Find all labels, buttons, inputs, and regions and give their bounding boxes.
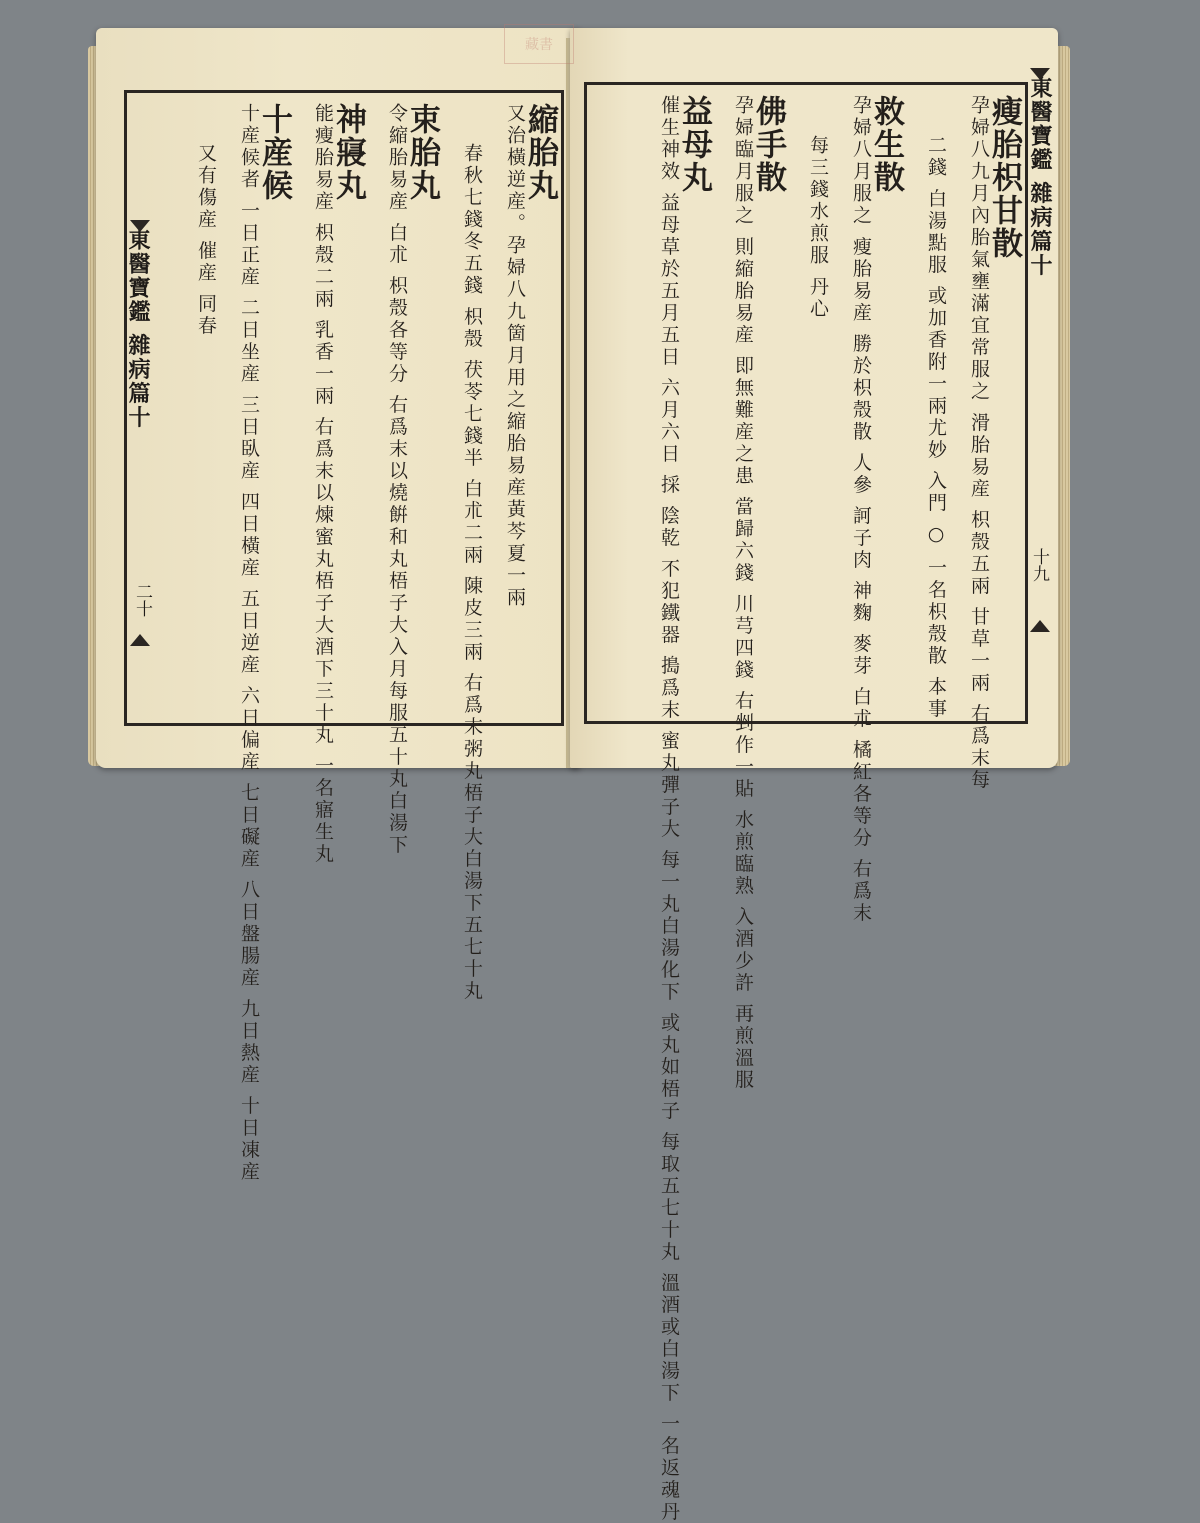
text-column bbox=[215, 103, 292, 1184]
text-column bbox=[289, 103, 366, 866]
column-group-right bbox=[635, 95, 1022, 1523]
column-text: 催生神效 益母草於五月五日 六月六日 採 陰乾 不犯鐵器 搗爲末 蜜丸彈子大 每一丸白湯化下 或丸如梧子 每取五七十丸 溫酒或白湯下 一名返魂丹 bbox=[658, 95, 680, 1523]
column-text: 十産候者 一日正産 二日坐産 三日臥産 四日橫産 五日逆産 六日偏産 七日礙産 八日盤腸産 九日熱産 十日凍産 bbox=[238, 103, 260, 1184]
prescription-title: 束胎丸 bbox=[404, 103, 440, 202]
running-head-right: 東醫寶鑑 雜病篇十 bbox=[1027, 76, 1053, 278]
column-text: 二錢 白湯點服 或加香附一兩尤妙 入門 ○ 一名枳殼散 本事 bbox=[925, 135, 947, 721]
text-column bbox=[945, 95, 1022, 792]
prescription-title: 縮胎丸 bbox=[522, 103, 558, 202]
text-column bbox=[783, 95, 827, 753]
text-column bbox=[481, 103, 558, 715]
library-stamp: 藏書 bbox=[504, 24, 574, 64]
column-text: 每三錢水煎服 丹心 bbox=[807, 135, 829, 321]
column-text: 孕婦臨月服之 則縮胎易産 即無難産之患 當歸六錢 川芎四錢 右剉作一貼 水煎臨熟 入酒少許 再煎溫服 bbox=[732, 95, 754, 1092]
prescription-title: 神寢丸 bbox=[330, 103, 366, 202]
column-text: 又有傷産 催産 同春 bbox=[195, 143, 217, 338]
text-column bbox=[901, 95, 945, 753]
folio-left: 二十 bbox=[132, 583, 152, 617]
column-text: 孕婦八九月內胎氣壅滿宜常服之 滑胎易産 枳殼五兩 甘草一兩 右爲末每 bbox=[968, 95, 990, 792]
column-text: 能瘦胎易産 枳殼二兩 乳香一兩 右爲末以煉蜜丸梧子大酒下三十丸 一名寤生丸 bbox=[312, 103, 334, 866]
text-column bbox=[171, 103, 215, 755]
column-group-left bbox=[171, 103, 558, 1184]
column-text: 又治橫逆産。孕婦八九箇月用之縮胎易産黃芩夏一兩 bbox=[504, 103, 526, 609]
text-column bbox=[635, 95, 712, 1523]
right-page bbox=[570, 28, 1058, 1523]
text-frame-left bbox=[124, 90, 564, 1184]
prescription-title: 益母丸 bbox=[676, 95, 712, 194]
running-head-left: 東醫寶鑑 雜病篇十 bbox=[125, 228, 151, 430]
column-text: 春秋七錢冬五錢 枳殼 茯苓七錢半 白朮二兩 陳皮三兩 右爲末粥丸梧子大白湯下五七十丸 bbox=[461, 143, 483, 1003]
column-text: 令縮胎易産 白朮 枳殼各等分 右爲末以燒餠和丸梧子大入月每服五十丸白湯下 bbox=[386, 103, 408, 857]
fish-tail-mark-top-right bbox=[1030, 68, 1050, 80]
left-page bbox=[96, 28, 580, 1184]
column-text: 孕婦八月服之 瘦胎易産 勝於枳殼散 人參 訶子肉 神麴 麥芽 白朮 橘紅各等分 右爲末 bbox=[850, 95, 872, 925]
open-book bbox=[96, 28, 1058, 1523]
prescription-title: 救生散 bbox=[868, 95, 904, 194]
prescription-title: 瘦胎枳甘散 bbox=[986, 95, 1022, 260]
prescription-title: 佛手散 bbox=[750, 95, 786, 194]
fish-tail-mark-bottom-right bbox=[1030, 620, 1050, 632]
text-frame-right bbox=[584, 82, 1028, 1523]
text-column bbox=[827, 95, 904, 925]
folio-right: 十九 bbox=[1029, 548, 1049, 582]
text-column bbox=[437, 103, 483, 1003]
section-title: 十産候 bbox=[256, 103, 292, 202]
text-column bbox=[709, 95, 786, 1092]
text-column bbox=[363, 103, 440, 857]
